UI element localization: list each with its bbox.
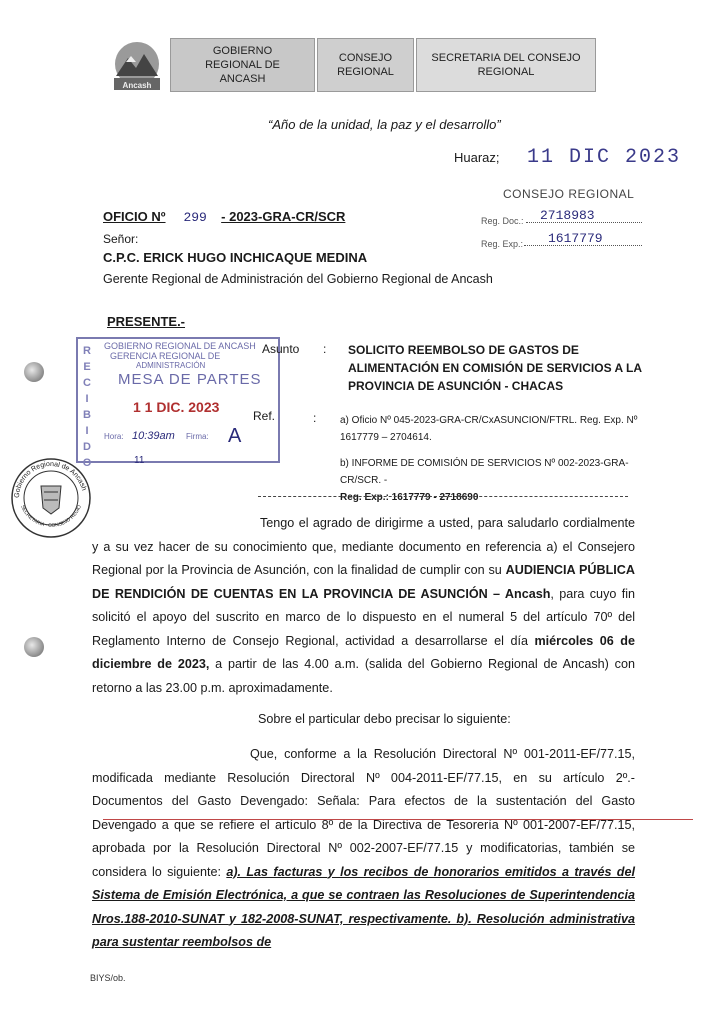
ref-colon: :	[313, 411, 317, 425]
presente: PRESENTE.-	[107, 314, 186, 329]
stamp-signature: A	[228, 425, 242, 447]
seal-top-text: Gobierno Regional de Ancash	[13, 460, 88, 499]
p1-d: miércoles 06 de diciembre de 2023,	[92, 633, 636, 671]
recipient-title: Gerente Regional de Administración del Gobierno Regional de Ancash	[103, 272, 493, 286]
header-box-consejo-label: CONSEJO REGIONAL	[337, 52, 394, 78]
separator	[258, 496, 628, 497]
header-box-gobierno-label: GOBIERNO REGIONAL DE ANCASH	[205, 45, 280, 85]
motto: “Año de la unidad, la paz y el desarrollo”	[268, 117, 501, 132]
ref-b	[340, 455, 660, 506]
p1-e: a partir de las 4.00 a.m. (salida del Gobierno Regional de Ancash) con retorno a las 23.00 p.m. aproximadamente.	[92, 657, 635, 695]
stamp-date: 1 1 DIC. 2023	[133, 399, 220, 415]
ref-a: a) Oficio Nº 045-2023-GRA-CR/CxASUNCION/FTRL. Reg. Exp. Nº 1617779 – 2704614.	[340, 415, 638, 443]
stamp-line1: GOBIERNO REGIONAL DE ANCASH	[104, 341, 256, 351]
reg-doc-number: 2718983	[540, 208, 595, 223]
registry-office: CONSEJO REGIONAL	[503, 187, 635, 201]
reg-exp-label: Reg. Exp.:	[481, 239, 524, 249]
stamp-firma-label: Firma:	[186, 432, 209, 441]
p3-a: Que, conforme a la Resolución Directoral Nº 001-2011-EF/77.15, modificada mediante Resolución Directoral Nº 004-2011-EF/77.15, en su artículo 2º.- Documentos del Gasto Devengado: Señala: Para efectos de la sustentación del Gasto Devengado a que se refiere el artículo 8º de la Directiva de Tesorería Nº 001-2007-EF/77.15, aprobada por la Resolución Directoral Nº 002-2007-EF/77.15 y modificatorias, también se considera lo siguiente:	[92, 747, 635, 879]
reg-exp-number: 1617779	[548, 231, 603, 246]
oficio-number	[103, 209, 345, 225]
reg-exp-value	[524, 231, 642, 246]
seal-bottom-text: SECRETARIA · CONSEJO REGIO	[19, 504, 83, 529]
reg-doc-label: Reg. Doc.:	[481, 216, 524, 226]
asunto-text: SOLICITO REEMBOLSO DE GASTOS DE ALIMENTACIÓN EN COMISIÓN DE SERVICIOS A LA PROVINCIA DE ASUNCIÓN - CHACAS	[348, 343, 642, 393]
svg-text:Ancash: Ancash	[122, 81, 152, 90]
paragraph-3	[92, 743, 635, 955]
stamp-hora-label: Hora:	[104, 432, 124, 441]
asunto-label: Asunto	[262, 342, 300, 356]
header-box-secretaria-label: SECRETARIA DEL CONSEJO REGIONAL	[431, 52, 581, 78]
header-box-consejo	[317, 38, 414, 92]
asunto-colon: :	[323, 342, 327, 356]
header-box-secretaria	[416, 38, 596, 92]
place: Huaraz;	[454, 150, 500, 165]
oficio-num: 299	[183, 210, 207, 225]
punch-hole-bottom	[24, 637, 44, 657]
received-stamp-side	[80, 343, 94, 471]
scan-line	[103, 819, 693, 820]
header-box-gobierno	[170, 38, 315, 92]
stamp-bottom: 11	[134, 455, 145, 466]
ref-b-exp: Reg. Exp.: 1617779 - 2718690	[340, 492, 479, 503]
received-stamp-side-text: RECIBIDO	[82, 345, 92, 469]
oficio-suffix: - 2023-GRA-CR/SCR	[221, 209, 346, 224]
salutation: Señor:	[103, 232, 139, 246]
footer-initials: BIYS/ob.	[90, 973, 126, 983]
p1-b: AUDIENCIA PÚBLICA DE RENDICIÓN DE CUENTAS EN LA PROVINCIA DE ASUNCIÓN – Ancash	[92, 563, 635, 601]
regional-logo	[106, 40, 168, 92]
p1-c: , para cuyo fin solicitó el apoyo del suscrito en marco de lo dispuesto en el numeral 5 del artículo 70º del Reglamento Interno de Consejo Regional, actividad a desarrollarse el día	[92, 586, 635, 648]
paragraph-1	[92, 512, 635, 700]
p3-b: a). Las facturas y los recibos de honorarios emitidos a través del Sistema de Emisión Electrónica, a que se contraen las Resoluciones de Superintendencia Nros.188-2010-SUNAT y 182-2008-SUNAT, respectivamente. b). Resolución administrativa para sustentar reembolsos de	[92, 864, 635, 949]
ref-b-text: b) INFORME DE COMISIÓN DE SERVICIOS Nº 002-2023-GRA-CR/SCR. -	[340, 458, 629, 486]
punch-hole-top	[24, 362, 44, 382]
stamp-line2: GERENCIA REGIONAL DE	[110, 351, 221, 361]
consejo-seal	[9, 456, 93, 540]
paragraph-2: Sobre el particular debo precisar lo siguiente:	[258, 712, 511, 726]
reg-doc-value	[526, 208, 642, 223]
p1-a: Tengo el agrado de dirigirme a usted, para saludarlo cordialmente y a su vez hacer de su conocimiento que, mediante documento en referencia a) el Consejero Regional por la Provincia de Asunción, con la finalidad de cumplir con su	[92, 516, 635, 577]
stamp-title: MESA DE PARTES	[118, 371, 262, 388]
stamp-hora-value: 10:39am	[132, 430, 175, 442]
oficio-prefix: OFICIO Nº	[103, 209, 166, 224]
ref-label: Ref.	[253, 409, 276, 423]
date-stamp: 11 DIC 2023	[527, 146, 682, 169]
stamp-line3: ADMINISTRACIÓN	[136, 361, 206, 370]
recipient-name: C.P.C. ERICK HUGO INCHICAQUE MEDINA	[103, 250, 368, 265]
